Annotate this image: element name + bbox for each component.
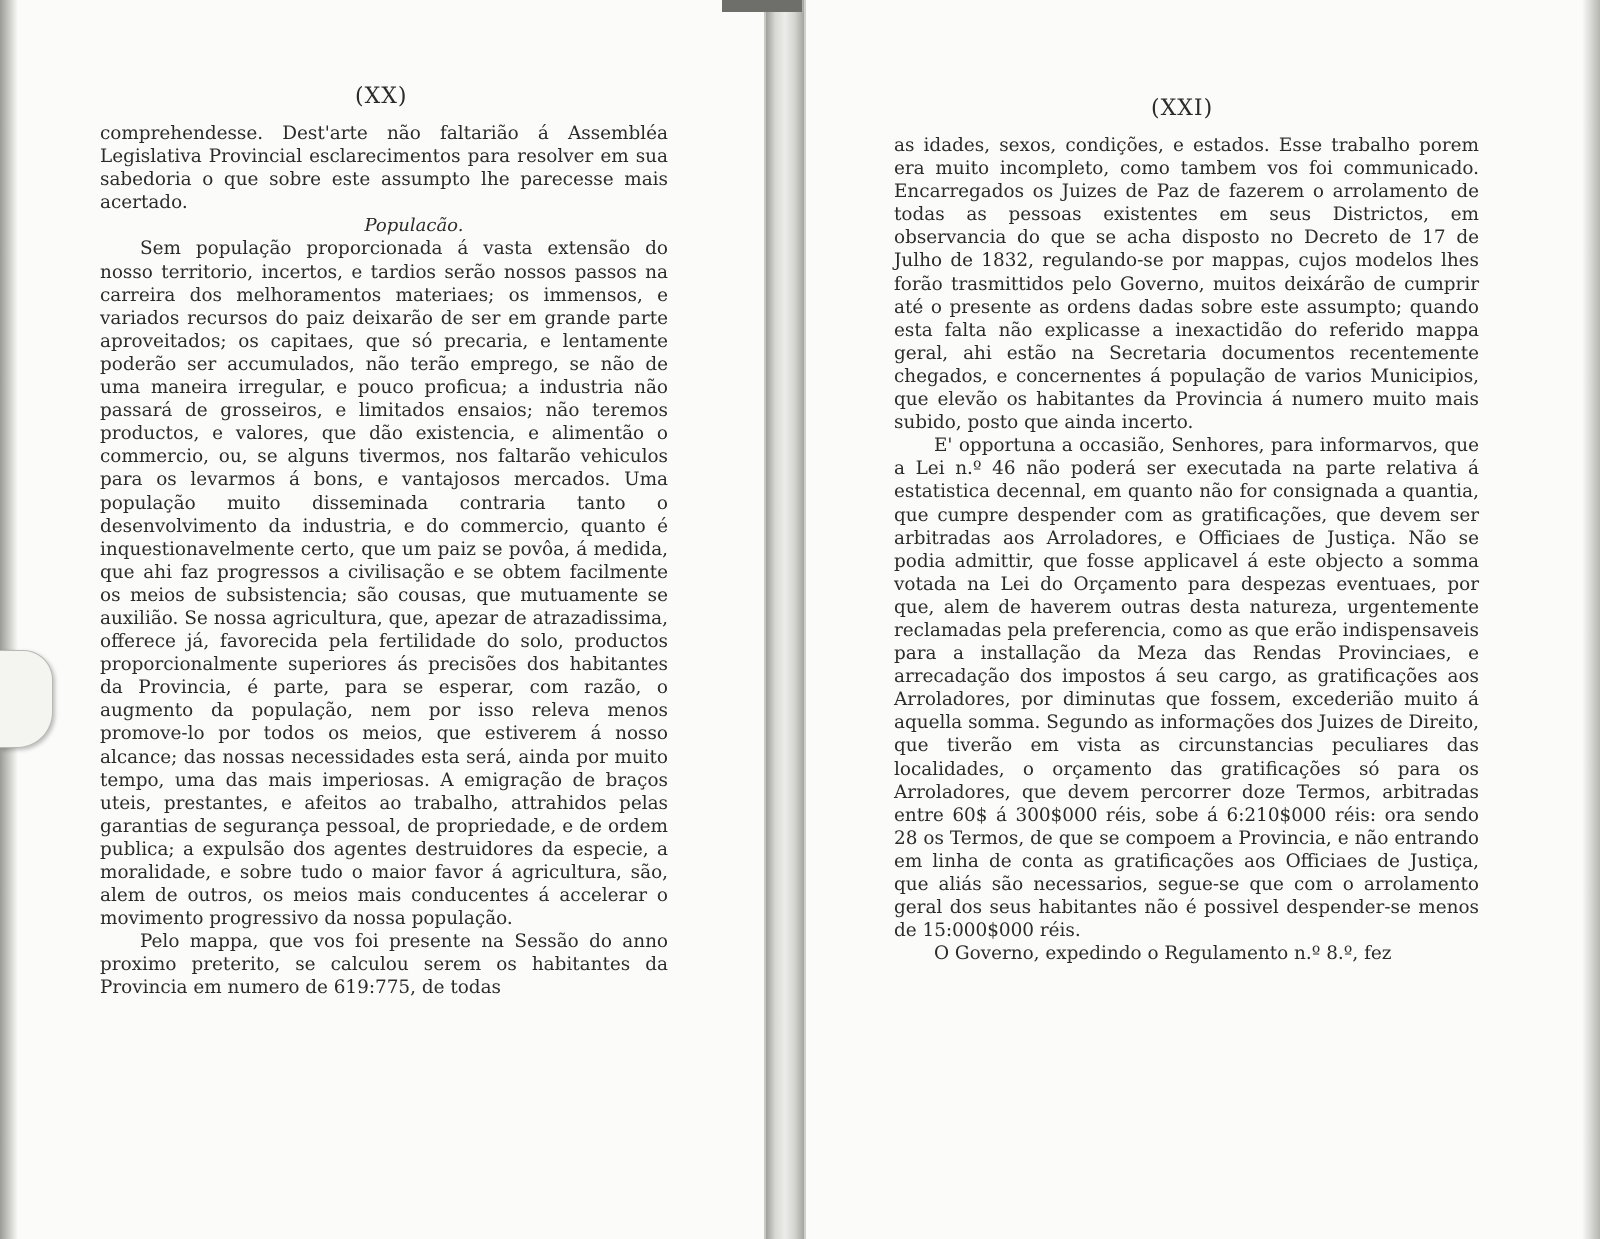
left-page xyxy=(0,0,766,1239)
right-paragraph-3: O Governo, expedindo o Regulamento n.º 8.º, fez xyxy=(934,943,1392,965)
book-gutter xyxy=(766,0,804,1239)
left-page-edge-shadow xyxy=(0,0,18,1239)
right-page-text xyxy=(894,134,1479,965)
left-paragraph-3: Pelo mappa, que vos foi presente na Sessão do anno proximo preterito, se calculou serem os habitantes da Provincia em numero de 619:775, de todas xyxy=(100,931,668,999)
paper-tab-marker xyxy=(0,650,53,748)
gutter-top-shadow xyxy=(722,0,802,12)
section-heading-populacao: Populacão. xyxy=(364,215,464,237)
right-paragraph-2: E' opportuna a occasião, Senhores, para informarvos, que a Lei n.º 46 não poderá ser executada na parte relativa á estatistica decennal, em quanto não for consignada a quantia, que cumpre despender com as gratificações, que devem ser arbitradas aos Arroladores, e Officiaes de Justiça. Não se podia admittir, que fosse applicavel á este objecto a somma votada na Lei do Orçamento para despezas eventuaes, por que, alem de haverem outras desta natureza, urgentemente reclamadas pela preferencia, como as que erão indispensaveis para a installação da Meza das Rendas Provinciaes, e arrecadação dos impostos á seu cargo, as gratificações aos Arroladores, por diminutas que fossem, excederião muito á aquella somma. Segundo as informações dos Juizes de Direito, que tiverão em vista as circunstancias peculiares das localidades, o orçamento das gratificações só para os Arroladores, que devem percorrer doze Termos, arbitradas entre 60$ á 300$000 réis, sobe á 6:210$000 réis: ora sendo 28 os Termos, de que se compoem a Provincia, e não entrando em linha de conta as gratificações aos Officiaes de Justiça, que aliás são necessarios, segue-se que com o arrolamento geral dos seus habitantes não é possivel despender-se menos de 15:000$000 réis. xyxy=(894,435,1479,942)
right-page-edge-shadow xyxy=(1582,0,1600,1239)
right-paragraph-1: as idades, sexos, condições, e estados. Esse trabalho porem era muito incompleto, como tambem vos foi communicado. Encarregados os Juizes de Paz de fazerem o arrolamento de todas as pessoas existentes em seus Districtos, em observancia do que se acha disposto no Decreto de 17 de Julho de 1832, regulando-se por mappas, cujos modelos lhes forão trasmittidos pelo Governo, muitos deixárão de cumprir até o presente as ordens dadas sobre este assumpto; quando esta falta não explicasse a inexactidão do referido mappa geral, ahi estão na Secretaria documentos recentemente chegados, e concernentes á população de varios Municipios, que elevão os habitantes da Provincia á numero muito mais subido, posto que ainda incerto. xyxy=(894,135,1479,434)
right-page-number: (XXI) xyxy=(1151,96,1214,121)
left-page-text xyxy=(100,122,668,1000)
right-page xyxy=(804,0,1600,1239)
left-paragraph-2: Sem população proporcionada á vasta extensão do nosso territorio, incertos, e tardios serão nossos passos na carreira dos melhoramentos materiaes; os immensos, e variados recursos do paiz deixarão de ser em grande parte aproveitados; os capitaes, que só precaria, e lentamente poderão ser accumulados, não terão emprego, se não de uma maneira irregular, e pouco proficua; a industria não passará de grosseiros, e limitados ensaios; não teremos productos, e valores, que dão existencia, e alimentão o commercio, ou, se alguns tivermos, nos faltarão vehiculos para os levarmos á bons, e vantajosos mercados. Uma população muito disseminada contraria tanto o desenvolvimento da industria, e do commercio, quanto é inquestionavelmente certo, que um paiz se povôa, á medida, que ahi faz progressos a civilisação e se obtem facilmente os meios de subsistencia; são cousas, que mutuamente se auxilião. Se nossa agricultura, que, apezar de atrazadissima, offerece já, favorecida pela fertilidade do solo, productos proporcionalmente superiores ás precisões dos habitantes da Provincia, é parte, para se esperar, com razão, o augmento da população, nem por isso releva menos promove-lo por todos os meios, que estiverem á nosso alcance; das nossas necessidades esta será, ainda por muito tempo, uma das mais imperiosas. A emigração de braços uteis, prestantes, e afeitos ao trabalho, attrahidos pelas garantias de segurança pessoal, de propriedade, e de ordem publica; a expulsão dos agentes destruidores da especie, a moralidade, e sobre tudo o maior favor á agricultura, são, alem de outros, os meios mais conducentes á accelerar o movimento progressivo da nossa população. xyxy=(100,238,668,930)
left-page-number: (XX) xyxy=(355,84,408,109)
left-paragraph-1: comprehendesse. Dest'arte não faltarião á Assembléa Legislativa Provincial esclarecimentos para resolver em sua sabedoria o que sobre este assumpto lhe parecesse mais acertado. xyxy=(100,123,668,214)
